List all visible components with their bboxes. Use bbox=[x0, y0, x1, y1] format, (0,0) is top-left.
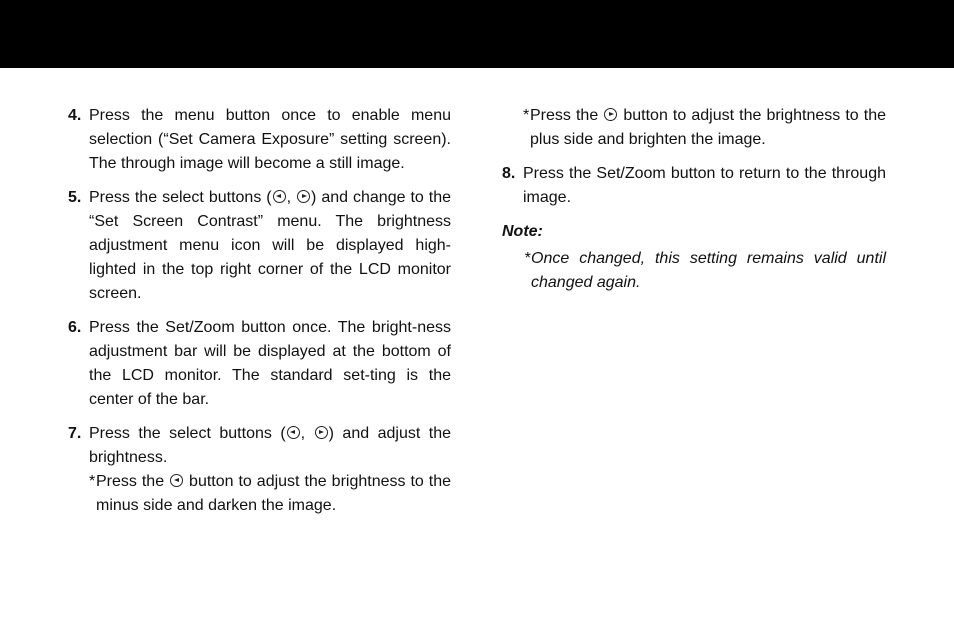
separator: , bbox=[286, 189, 297, 206]
left-column bbox=[68, 104, 451, 528]
step-6 bbox=[68, 316, 451, 412]
asterisk: * bbox=[89, 473, 96, 490]
sub-text-part2: button to adjust the brightness to the plus side and brighten the image. bbox=[530, 107, 886, 148]
step-number: 6. bbox=[68, 319, 82, 336]
sub-text-part2: button to adjust the brightness to the minus side and darken the image. bbox=[96, 473, 452, 514]
step-5 bbox=[68, 186, 451, 306]
asterisk: * bbox=[523, 107, 530, 124]
left-arrow-circle-icon bbox=[170, 474, 183, 487]
separator: , bbox=[300, 425, 314, 442]
right-arrow-circle-icon bbox=[604, 108, 617, 121]
right-arrow-circle-icon bbox=[297, 190, 310, 203]
sub-text-part1: Press the bbox=[96, 473, 170, 490]
asterisk: * bbox=[524, 250, 531, 267]
step-text: Press the Set/Zoom button to return to the through image. bbox=[523, 165, 886, 206]
step-text: Press the Set/Zoom button once. The bright-ness adjustment bar will be displayed at the bottom of the LCD monitor. The standard set-ting is the center of the bar. bbox=[89, 319, 451, 408]
step-text-part1: Press the select buttons ( bbox=[89, 189, 272, 206]
right-column bbox=[502, 104, 886, 295]
step-4 bbox=[68, 104, 451, 176]
left-arrow-circle-icon bbox=[273, 190, 286, 203]
sub-text-part1: Press the bbox=[530, 107, 604, 124]
note-body bbox=[524, 247, 886, 295]
step-text-part2: ) and adjust the brightness. bbox=[89, 425, 452, 466]
step-number: 5. bbox=[68, 189, 82, 206]
note-heading: Note: bbox=[502, 223, 543, 240]
step-text-part2: ) and change to the “Set Screen Contrast” menu. The brightness adjustment menu icon will be displayed high-lighted in the top right corner of the LCD monitor screen. bbox=[89, 189, 452, 302]
step-8 bbox=[502, 162, 886, 210]
note-text: Once changed, this setting remains valid until changed again. bbox=[531, 250, 886, 291]
header-bar bbox=[0, 0, 954, 68]
step-number: 7. bbox=[68, 425, 82, 442]
right-arrow-circle-icon bbox=[315, 426, 328, 439]
step-7 bbox=[68, 422, 451, 518]
step-text: Press the menu button once to enable menu selection (“Set Camera Exposure” setting screen). The through image will become a still image. bbox=[89, 107, 451, 172]
step-number: 4. bbox=[68, 107, 82, 124]
step-7-plus-note bbox=[523, 104, 886, 152]
step-7-minus-note bbox=[89, 470, 451, 518]
left-arrow-circle-icon bbox=[287, 426, 300, 439]
step-number: 8. bbox=[502, 165, 516, 182]
step-text-part1: Press the select buttons ( bbox=[89, 425, 286, 442]
